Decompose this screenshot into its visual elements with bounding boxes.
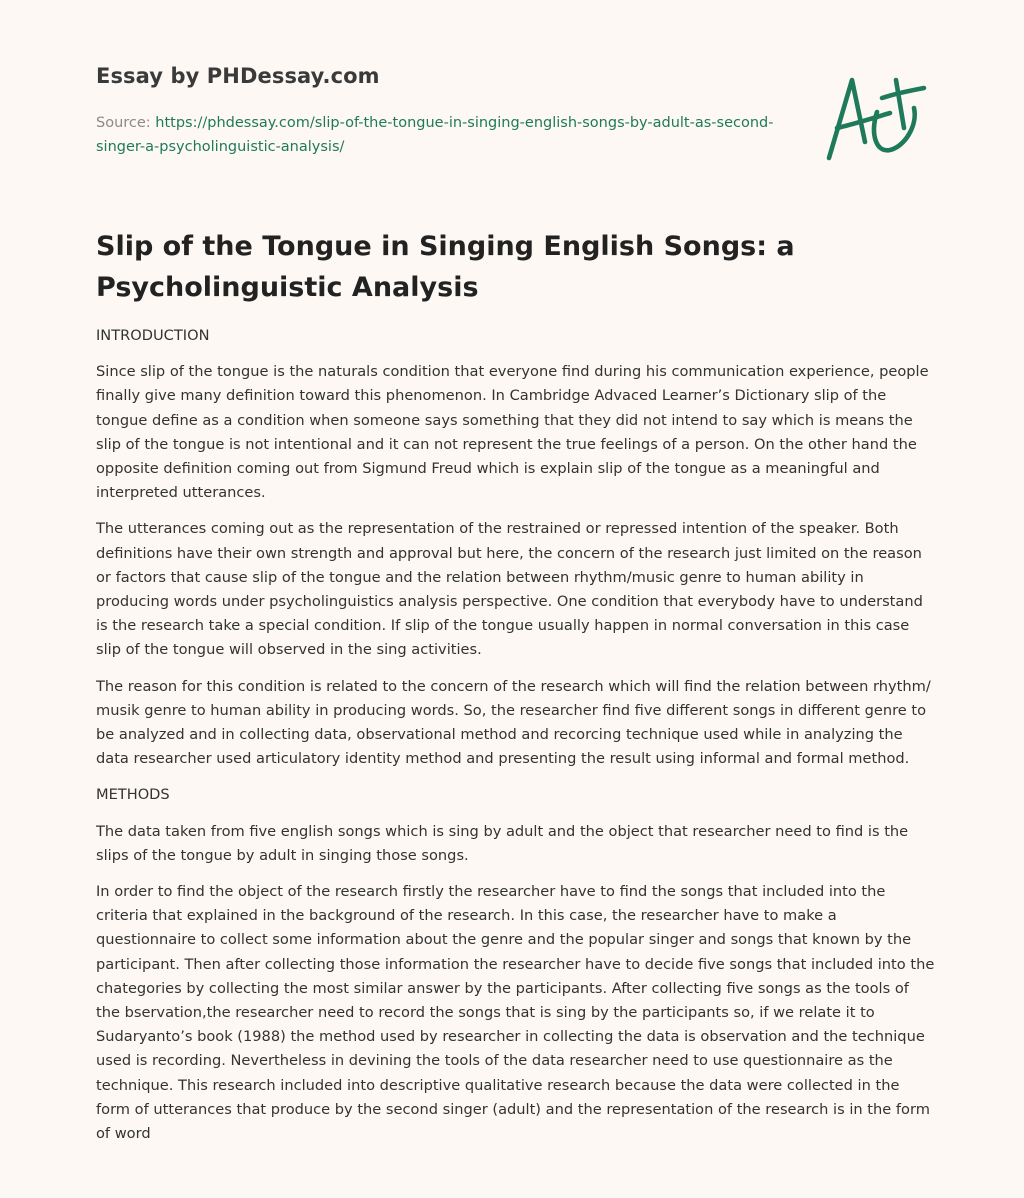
source-label: Source: (96, 115, 156, 131)
paragraph: The reason for this condition is related to the concern of the research which will find the relation between rhythm/ musik genre to human ability in producing words. So, the researcher find five different songs in different genre to be analyzed and in collecting data, observational method and recorcing technique used while in analyzing the data researcher used articulatory identity method and presenting the result using informal and formal method. (96, 677, 931, 768)
essay-body (96, 324, 936, 1158)
source-link[interactable]: https://phdessay.com/slip-of-the-tongue-in-singing-english-songs-by-adult-as-second-singer-a-psycholinguistic-analysis/ (96, 115, 774, 155)
section-heading-introduction: INTRODUCTION (96, 327, 210, 344)
section-heading-methods: METHODS (96, 786, 170, 804)
paragraph: Since slip of the tongue is the naturals condition that everyone find during his communication experience, people finally give many definition toward this phenomenon. In Cambridge Advaced Learner’s Dictionary slip of the tongue define as a condition when someone says something that they did not intend to say which is means the slip of the tongue is not intentional and it can not represent the true feelings of a person. On the other hand the opposite definition coming out from Sigmund Freud which is explain slip of the tongue as a meaningful and interpreted utterances. (96, 363, 929, 502)
paragraph: The utterances coming out as the representation of the restrained or repressed intention of the speaker. Both definitions have their own strength and approval but here, the concern of the research just limited on the reason or factors that cause slip of the tongue and the relation between rhythm/music genre to human ability in producing words under psycholinguistics analysis perspective. One condition that everybody have to understand is the research take a special condition. If slip of the tongue usually happen in normal conversation in this case slip of the tongue will observed in the sing activities. (96, 520, 923, 659)
paragraph: In order to find the object of the research firstly the researcher have to find the songs that included into the criteria that explained in the background of the research. In this case, the researcher have to make a questionnaire to collect some information about the genre and the popular singer and songs that known by the participant. Then after collecting those information the researcher have to decide five songs that included into the chategories by collecting the most similar answer by the participants. After collecting five songs as the tools of the bservation,the researcher need to record the songs that is sing by the participants so, if we relate it to Sudaryanto’s book (1988) the method used by researcher in collecting the data is observation and the technique used is recording. Nevertheless in devining the tools of the data researcher need to use questionnaire as the technique. This research included into descriptive qualitative research because the data were collected in the form of utterances that produce by the second singer (adult) and the representation of the research is in the form of word (96, 883, 935, 1143)
source-line (96, 111, 776, 159)
a-plus-logo-icon (820, 68, 930, 164)
site-brand: Essay by PHDessay.com (96, 64, 380, 88)
paragraph: The data taken from five english songs which is sing by adult and the object that researcher need to find is the slips of the tongue by adult in singing those songs. (96, 822, 909, 864)
essay-title: Slip of the Tongue in Singing English Songs: a Psycholinguistic Analysis (96, 231, 795, 303)
